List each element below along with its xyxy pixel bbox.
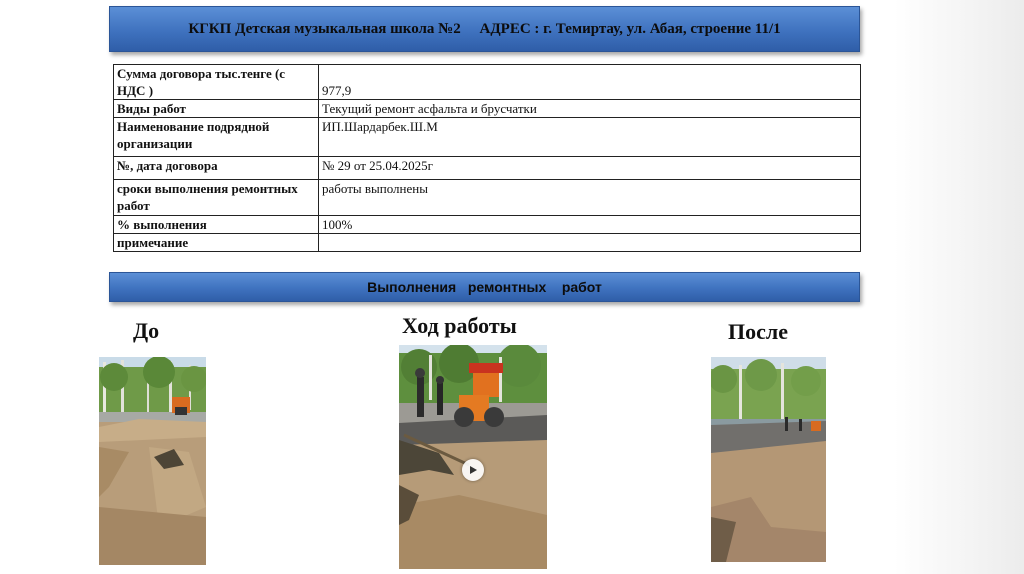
row-label: сроки выполнения ремонтных работ bbox=[114, 180, 319, 216]
header-banner bbox=[109, 6, 860, 52]
row-value: ИП.Шардарбек.Ш.М bbox=[319, 118, 861, 157]
video-play-button[interactable] bbox=[462, 459, 484, 481]
after-label: После bbox=[728, 319, 788, 344]
row-label: Сумма договора тыс.тенге (с НДС ) bbox=[114, 65, 319, 100]
table-row bbox=[114, 216, 861, 234]
background-shade bbox=[894, 0, 1024, 574]
row-value: Текущий ремонт асфальта и брусчатки bbox=[319, 100, 861, 118]
play-icon bbox=[468, 465, 478, 475]
after-photo bbox=[711, 357, 826, 562]
row-label: №, дата договора bbox=[114, 157, 319, 180]
row-value: работы выполнены bbox=[319, 180, 861, 216]
table-row bbox=[114, 100, 861, 118]
table-row bbox=[114, 118, 861, 157]
progress-label: Ход работы bbox=[402, 313, 517, 338]
table-row bbox=[114, 180, 861, 216]
row-label: Виды работ bbox=[114, 100, 319, 118]
section-title: Выполнения ремонтных работ bbox=[367, 279, 602, 295]
row-value: № 29 от 25.04.2025г bbox=[319, 157, 861, 180]
before-photo bbox=[99, 357, 206, 565]
row-value: 100% bbox=[319, 216, 861, 234]
row-label: % выполнения bbox=[114, 216, 319, 234]
table-row bbox=[114, 234, 861, 252]
row-label: Наименование подрядной организации bbox=[114, 118, 319, 157]
table-row bbox=[114, 65, 861, 100]
progress-photo bbox=[399, 345, 547, 569]
table-row bbox=[114, 157, 861, 180]
row-label: примечание bbox=[114, 234, 319, 252]
row-value: 977,9 bbox=[319, 65, 861, 100]
before-label: До bbox=[133, 318, 160, 343]
info-table bbox=[113, 64, 861, 252]
header-title: КГКП Детская музыкальная школа №2 АДРЕС : г. Темиртау, ул. Абая, строение 11/1 bbox=[188, 20, 781, 37]
row-value bbox=[319, 234, 861, 252]
section-banner bbox=[109, 272, 860, 302]
